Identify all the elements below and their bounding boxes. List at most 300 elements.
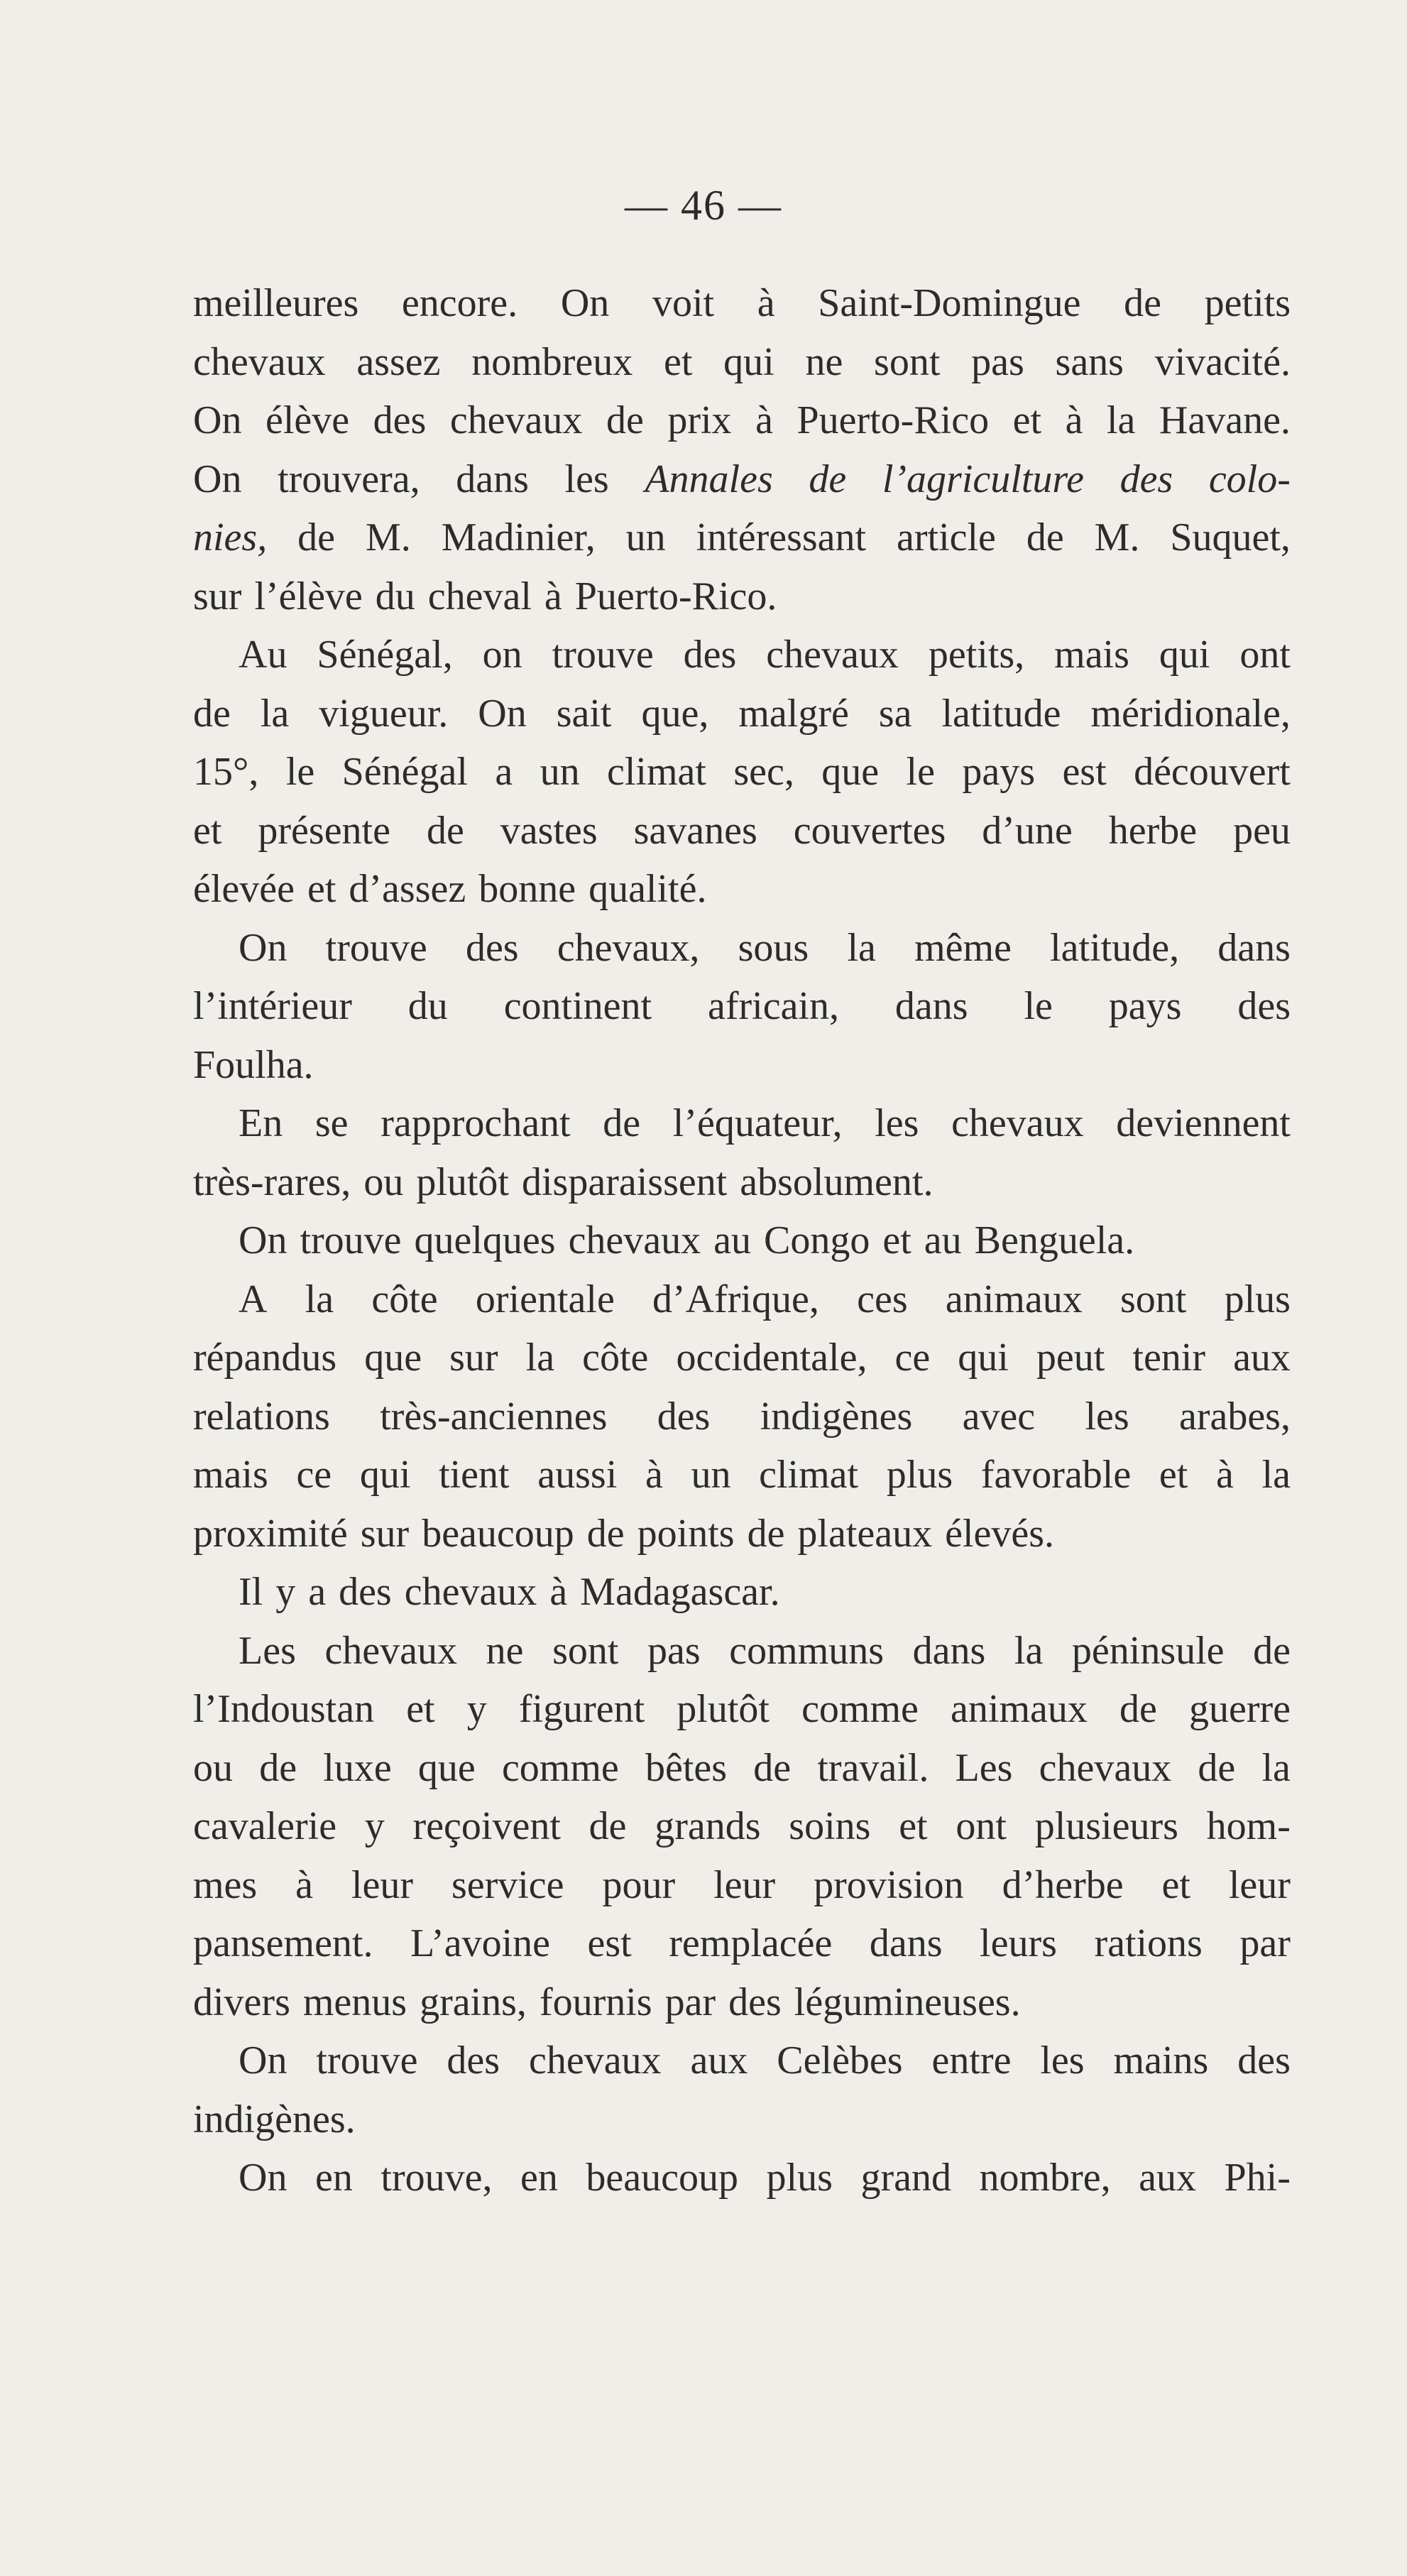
word: élevée xyxy=(193,867,295,911)
word: qualité. xyxy=(588,867,707,911)
text-line xyxy=(193,1856,1291,1915)
text-line xyxy=(193,626,1291,684)
word: 15°, xyxy=(193,750,259,794)
word: plus xyxy=(1224,1277,1291,1321)
word: latitude xyxy=(941,691,1061,736)
word: des xyxy=(339,1570,392,1614)
word: nombre, xyxy=(979,2156,1111,2200)
word: Madagascar. xyxy=(580,1570,780,1614)
word: intéressant xyxy=(696,515,867,560)
word: trouve xyxy=(552,633,654,677)
word: d’Afrique, xyxy=(652,1277,819,1321)
word: relations xyxy=(193,1394,330,1439)
word: vivacité. xyxy=(1154,339,1291,384)
text-line xyxy=(193,391,1291,450)
word: de xyxy=(1124,281,1161,325)
word: la xyxy=(1261,1453,1291,1497)
word: à xyxy=(549,1570,568,1614)
text-line xyxy=(193,1387,1291,1446)
word: est xyxy=(1062,750,1107,794)
word: On xyxy=(239,2156,288,2200)
word: Il xyxy=(239,1570,263,1614)
word: à xyxy=(645,1453,663,1497)
word: la xyxy=(305,1277,334,1321)
word: article xyxy=(897,515,996,560)
word: le xyxy=(1024,984,1053,1028)
word: communs xyxy=(729,1628,885,1673)
word: prix xyxy=(667,398,732,442)
word: On xyxy=(239,925,288,970)
word: trouvera, xyxy=(278,457,420,501)
word: tient xyxy=(439,1453,510,1497)
word: le xyxy=(906,750,935,794)
word: les xyxy=(1085,1394,1129,1439)
word: petits, xyxy=(928,633,1025,677)
word: leur xyxy=(1228,1862,1291,1907)
word: absolument. xyxy=(740,1159,934,1204)
word: Sénégal xyxy=(341,750,468,794)
word: la xyxy=(847,925,876,970)
word: Benguela. xyxy=(974,1218,1135,1262)
word: que, xyxy=(641,691,709,736)
word: ou xyxy=(193,1745,233,1790)
word: chevaux xyxy=(404,1570,537,1614)
word: leur xyxy=(351,1862,414,1907)
word: cavalerie xyxy=(193,1804,337,1848)
word: ont xyxy=(956,1804,1007,1848)
word: cheval xyxy=(427,574,532,618)
word: herbe xyxy=(1108,808,1198,853)
word: pays xyxy=(962,750,1036,794)
word: et xyxy=(1159,1453,1188,1497)
word: des xyxy=(728,1980,782,2024)
word: dans xyxy=(1217,925,1291,970)
word: de xyxy=(603,1101,641,1145)
word: de xyxy=(606,398,644,442)
body-text xyxy=(193,274,1291,2207)
word: pour xyxy=(602,1862,676,1907)
word: luxe xyxy=(323,1745,392,1790)
word: sont xyxy=(874,339,941,384)
word: Les xyxy=(239,1628,296,1673)
text-line xyxy=(193,333,1291,392)
word: par xyxy=(664,1980,716,2024)
word: indigènes. xyxy=(193,2097,356,2141)
word: fournis xyxy=(539,1980,652,2024)
word: chevaux xyxy=(951,1101,1084,1145)
word: sans xyxy=(1055,339,1124,384)
word: soins xyxy=(789,1804,871,1848)
word: chevaux xyxy=(1039,1745,1172,1790)
word: sur xyxy=(360,1511,410,1556)
word: menus xyxy=(302,1980,407,2024)
word: la xyxy=(260,691,290,736)
word: le xyxy=(285,750,315,794)
text-line xyxy=(193,977,1291,1036)
word: en xyxy=(520,2156,558,2200)
word: A xyxy=(239,1277,268,1321)
word: guerre xyxy=(1188,1687,1291,1731)
word: un xyxy=(540,750,580,794)
word: voit xyxy=(652,281,715,325)
word: de xyxy=(753,1745,792,1790)
word: a xyxy=(495,750,513,794)
word: au xyxy=(924,1218,962,1262)
word: élevés. xyxy=(945,1511,1055,1556)
word: indigènes xyxy=(760,1394,913,1439)
word: plusieurs xyxy=(1034,1804,1178,1848)
word: la xyxy=(525,1336,555,1380)
word: tenir xyxy=(1132,1336,1206,1380)
word: de xyxy=(1198,1745,1236,1790)
word: la xyxy=(1261,1745,1291,1790)
text-line xyxy=(193,1094,1291,1153)
word: des xyxy=(465,925,519,970)
word: des xyxy=(1237,2039,1291,2083)
word: service xyxy=(451,1862,564,1907)
word: On xyxy=(478,691,527,736)
word: On xyxy=(239,2039,288,2083)
word: grands xyxy=(655,1804,761,1848)
word: côte xyxy=(371,1277,438,1321)
word: quelques xyxy=(414,1218,556,1262)
word: et xyxy=(899,1804,928,1848)
word: On xyxy=(193,457,242,501)
word: à xyxy=(1065,398,1083,442)
word: à xyxy=(755,398,773,442)
word: Puerto-Rico xyxy=(796,398,990,442)
word: qui xyxy=(723,339,774,384)
word: grand xyxy=(860,2156,951,2200)
word: y xyxy=(364,1804,385,1848)
text-line xyxy=(193,743,1291,802)
word: Celèbes xyxy=(777,2039,903,2083)
word: aux xyxy=(1233,1336,1291,1380)
word: mains xyxy=(1113,2039,1209,2083)
word: et xyxy=(193,808,222,853)
text-line xyxy=(193,567,1291,626)
word: la xyxy=(1014,1628,1044,1673)
word: Madinier, xyxy=(441,515,596,560)
word: les xyxy=(1040,2039,1085,2083)
text-line xyxy=(193,1973,1291,2032)
word: de xyxy=(588,1804,627,1848)
word: L’avoine xyxy=(410,1921,550,1965)
word: colo- xyxy=(1208,457,1291,501)
word: trouve xyxy=(316,2039,418,2083)
word: M. xyxy=(1094,515,1140,560)
word: aux xyxy=(1139,2156,1196,2200)
word: d’une xyxy=(982,808,1073,853)
word: que xyxy=(364,1336,422,1380)
word: On xyxy=(193,398,242,442)
word: pas xyxy=(971,339,1024,384)
word: rapprochant xyxy=(381,1101,571,1145)
word: l’intérieur xyxy=(193,984,352,1028)
word: bonne xyxy=(478,867,576,911)
word: sa xyxy=(878,691,912,736)
word: favorable xyxy=(980,1453,1132,1497)
word: Foulha. xyxy=(193,1042,314,1087)
word: de xyxy=(809,457,847,501)
word: de xyxy=(1119,1687,1157,1731)
word: répandus xyxy=(193,1336,337,1380)
word: peu xyxy=(1233,808,1291,853)
word: africain, xyxy=(708,984,839,1028)
word: l’Indoustan xyxy=(193,1687,375,1731)
word: mais xyxy=(193,1453,268,1497)
word: Les xyxy=(955,1745,1013,1790)
word: même xyxy=(914,925,1012,970)
word: sur xyxy=(449,1336,498,1380)
word: y xyxy=(275,1570,296,1614)
word: ces xyxy=(857,1277,908,1321)
word: sont xyxy=(552,1628,619,1673)
word: savanes xyxy=(633,808,757,853)
word: sur xyxy=(193,574,242,618)
text-line xyxy=(193,860,1291,919)
word: comme xyxy=(801,1687,919,1731)
text-line xyxy=(193,802,1291,861)
word: est xyxy=(587,1921,632,1965)
word: de xyxy=(426,808,464,853)
word: reçoivent xyxy=(412,1804,561,1848)
word: et xyxy=(406,1687,435,1731)
word: dans xyxy=(456,457,529,501)
word: l’équateur, xyxy=(672,1101,843,1145)
word: plutôt xyxy=(416,1159,509,1204)
word: aux xyxy=(690,2039,748,2083)
word: ont xyxy=(1239,633,1291,677)
text-line xyxy=(193,1563,1291,1622)
word: encore. xyxy=(401,281,518,325)
word: continent xyxy=(503,984,652,1028)
word: de xyxy=(193,691,231,736)
word: côte xyxy=(582,1336,649,1380)
word: couvertes xyxy=(793,808,946,853)
word: des xyxy=(373,398,427,442)
word: péninsule xyxy=(1071,1628,1225,1673)
word: se xyxy=(314,1101,349,1145)
word: chevaux xyxy=(766,633,899,677)
word: l’élève xyxy=(254,574,363,618)
word: Saint-Domingue xyxy=(818,281,1081,325)
text-line xyxy=(193,1680,1291,1739)
text-line xyxy=(193,1622,1291,1681)
word: des xyxy=(1237,984,1291,1028)
word: d’assez xyxy=(349,867,466,911)
word: de xyxy=(586,1511,625,1556)
word: Suquet, xyxy=(1170,515,1291,560)
word: des xyxy=(1119,457,1173,501)
word: trouve xyxy=(300,1218,402,1262)
word: en xyxy=(315,2156,353,2200)
word: qui xyxy=(359,1453,411,1497)
word: chevaux xyxy=(528,2039,662,2083)
word: remplacée xyxy=(669,1921,833,1965)
text-line xyxy=(193,1505,1291,1563)
word: on xyxy=(482,633,522,677)
word: En xyxy=(239,1101,283,1145)
word: des xyxy=(447,2039,500,2083)
word: un xyxy=(691,1453,731,1497)
word: ce xyxy=(296,1453,332,1497)
word: à xyxy=(295,1862,314,1907)
word: climat xyxy=(759,1453,859,1497)
word: pays xyxy=(1108,984,1182,1028)
word: très-rares, xyxy=(193,1159,351,1204)
word: chevaux xyxy=(449,398,583,442)
word: comme xyxy=(501,1745,619,1790)
text-line xyxy=(193,1270,1291,1329)
word: On xyxy=(560,281,610,325)
word: et xyxy=(1161,1862,1190,1907)
word: provision xyxy=(814,1862,964,1907)
word: découvert xyxy=(1134,750,1291,794)
word: la xyxy=(1106,398,1136,442)
word: animaux xyxy=(951,1687,1088,1731)
word: nies, xyxy=(193,515,268,560)
word: présente xyxy=(258,808,390,853)
word: ou xyxy=(363,1159,404,1204)
word: dans xyxy=(869,1921,943,1965)
word: méridionale, xyxy=(1090,691,1291,736)
word: à xyxy=(1215,1453,1234,1497)
text-line xyxy=(193,1036,1291,1095)
word: Phi- xyxy=(1224,2156,1291,2200)
word: sec, xyxy=(733,750,794,794)
word: de xyxy=(259,1745,297,1790)
word: mes xyxy=(193,1862,258,1907)
word: Sénégal, xyxy=(317,633,453,677)
word: plutôt xyxy=(677,1687,770,1731)
word: grains, xyxy=(420,1980,527,2024)
word: deviennent xyxy=(1116,1101,1291,1145)
word: climat xyxy=(607,750,706,794)
word: trouve, xyxy=(381,2156,493,2200)
text-line xyxy=(193,508,1291,567)
word: et xyxy=(882,1218,911,1262)
word: peut xyxy=(1036,1336,1105,1380)
word: points xyxy=(637,1511,735,1556)
word: l’agriculture xyxy=(882,457,1084,501)
word: divers xyxy=(193,1980,290,2024)
page-number: — 46 — xyxy=(625,182,782,229)
word: d’herbe xyxy=(1002,1862,1124,1907)
word: nombreux xyxy=(471,339,633,384)
text-line xyxy=(193,1328,1291,1387)
word: chevaux, xyxy=(557,925,700,970)
word: hom- xyxy=(1206,1804,1291,1848)
word: dans xyxy=(894,984,968,1028)
word: travail. xyxy=(817,1745,929,1790)
word: de xyxy=(1026,515,1064,560)
word: leurs xyxy=(980,1921,1057,1965)
text-line xyxy=(193,1797,1291,1856)
word: et xyxy=(1012,398,1042,442)
word: plus xyxy=(886,1453,953,1497)
word: entre xyxy=(931,2039,1012,2083)
word: que xyxy=(821,750,880,794)
word: mais xyxy=(1054,633,1129,677)
word: et xyxy=(307,867,336,911)
word: à xyxy=(757,281,775,325)
word: du xyxy=(375,574,415,618)
word: y xyxy=(466,1687,487,1731)
word: Congo xyxy=(764,1218,870,1262)
text-line xyxy=(193,684,1291,743)
word: plus xyxy=(766,2156,833,2200)
word: occidentale, xyxy=(676,1336,867,1380)
word: qui xyxy=(1159,633,1210,677)
word: Annales xyxy=(645,457,773,501)
text-line xyxy=(193,2090,1291,2149)
word: trouve xyxy=(325,925,427,970)
word: petits xyxy=(1204,281,1291,325)
word: a xyxy=(308,1570,327,1614)
word: les xyxy=(564,457,609,501)
word: Havane. xyxy=(1159,398,1291,442)
word: vastes xyxy=(500,808,598,853)
word: chevaux xyxy=(568,1218,701,1262)
word: disparaissent xyxy=(522,1159,728,1204)
word: de xyxy=(297,515,336,560)
word: de xyxy=(747,1511,785,1556)
word: leur xyxy=(713,1862,776,1907)
word: chevaux xyxy=(193,339,326,384)
word: sous xyxy=(738,925,809,970)
word: assez xyxy=(356,339,441,384)
word: plateaux xyxy=(797,1511,933,1556)
word: pansement. xyxy=(193,1921,373,1965)
word: que xyxy=(417,1745,476,1790)
word: du xyxy=(407,984,448,1028)
word: orientale xyxy=(475,1277,615,1321)
word: beaucoup xyxy=(586,2156,738,2200)
word: qui xyxy=(958,1336,1009,1380)
word: aussi xyxy=(537,1453,618,1497)
word: dans xyxy=(912,1628,986,1673)
word: légumineuses. xyxy=(794,1980,1021,2024)
word: au xyxy=(713,1218,752,1262)
word: M. xyxy=(365,515,411,560)
word: sait xyxy=(556,691,612,736)
word: Au xyxy=(239,633,288,677)
word: rations xyxy=(1094,1921,1203,1965)
word: des xyxy=(683,633,737,677)
word: pas xyxy=(647,1628,701,1673)
word: les xyxy=(875,1101,919,1145)
word: très-anciennes xyxy=(380,1394,608,1439)
word: à xyxy=(544,574,562,618)
word: malgré xyxy=(738,691,849,736)
word: élève xyxy=(265,398,350,442)
word: sont xyxy=(1119,1277,1187,1321)
text-line xyxy=(193,2031,1291,2090)
text-line xyxy=(193,450,1291,509)
word: un xyxy=(625,515,666,560)
word: meilleures xyxy=(193,281,359,325)
word: avec xyxy=(962,1394,1036,1439)
word: On xyxy=(239,1218,288,1262)
word: vigueur. xyxy=(319,691,449,736)
word: latitude, xyxy=(1050,925,1180,970)
text-line xyxy=(193,1211,1291,1270)
word: bêtes xyxy=(645,1745,728,1790)
word: ne xyxy=(805,339,843,384)
word: des xyxy=(657,1394,711,1439)
word: ne xyxy=(486,1628,524,1673)
